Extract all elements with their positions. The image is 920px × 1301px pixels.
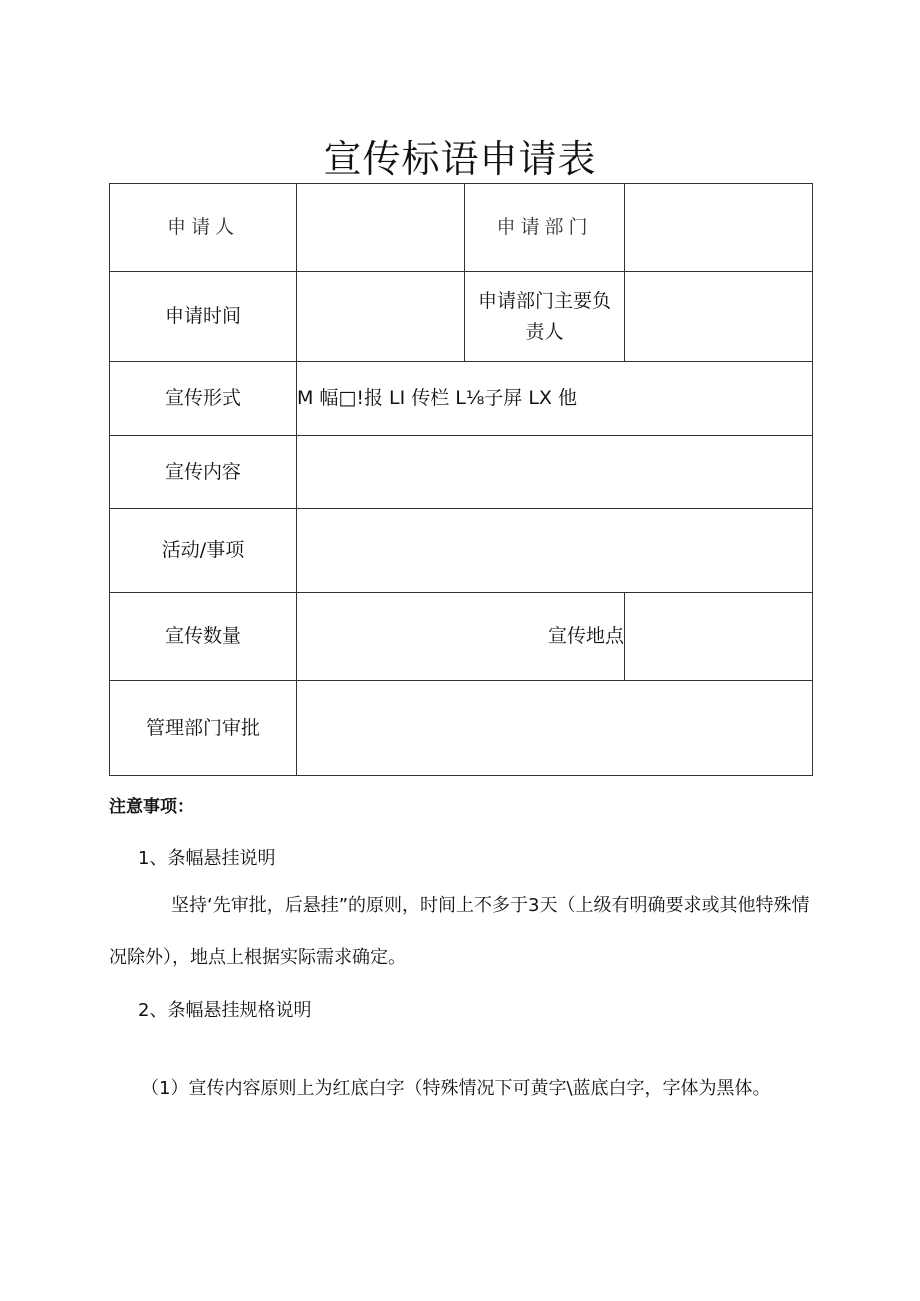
activity-field[interactable] (297, 509, 813, 593)
applicant-field[interactable] (297, 184, 465, 272)
applicant-label: 申请人 (110, 184, 297, 272)
note-item1-title: 1、条幅悬挂说明 (138, 848, 276, 869)
time-field[interactable] (297, 272, 465, 362)
table-row (110, 593, 813, 681)
table-row (110, 184, 813, 272)
time-label: 申请时间 (110, 272, 297, 362)
table-row (110, 436, 813, 509)
application-form-table (109, 183, 813, 776)
location-label: 宣传地点 (297, 593, 625, 681)
note-item2-title: 2、条幅悬挂规格说明 (138, 1000, 312, 1021)
approval-field[interactable] (297, 681, 813, 776)
approval-label: 管理部门审批 (110, 681, 297, 776)
note-item2-body: （1）宣传内容原则上为红底白字（特殊情况下可黄字\蓝底白字，字体为黑体。 (141, 1078, 771, 1099)
quantity-label: 宣传数量 (110, 593, 297, 681)
notes-heading: 注意事项： (109, 797, 194, 817)
note-item1-body: 坚持‘先审批，后悬挂”的原则，时间上不多于3天（上级有明确要求或其他特殊情况除外），地点上根据实际需求确定。 (109, 895, 810, 968)
content-label: 宣传内容 (110, 436, 297, 509)
table-row (110, 509, 813, 593)
location-field[interactable] (625, 593, 813, 681)
table-row (110, 681, 813, 776)
dept-field[interactable] (625, 184, 813, 272)
dept-head-label: 申请部门主要负责人 (465, 272, 625, 362)
form-type-options[interactable]: M 幅□!报 LI 传栏 L⅛子屏 LX 他 (297, 362, 813, 436)
dept-label: 申请部门 (465, 184, 625, 272)
activity-label: 活动/事项 (110, 509, 297, 593)
content-field[interactable] (297, 436, 813, 509)
form-type-label: 宣传形式 (110, 362, 297, 436)
dept-head-field[interactable] (625, 272, 813, 362)
table-row (110, 362, 813, 436)
table-row (110, 272, 813, 362)
form-title: 宣传标语申请表 (323, 137, 597, 181)
